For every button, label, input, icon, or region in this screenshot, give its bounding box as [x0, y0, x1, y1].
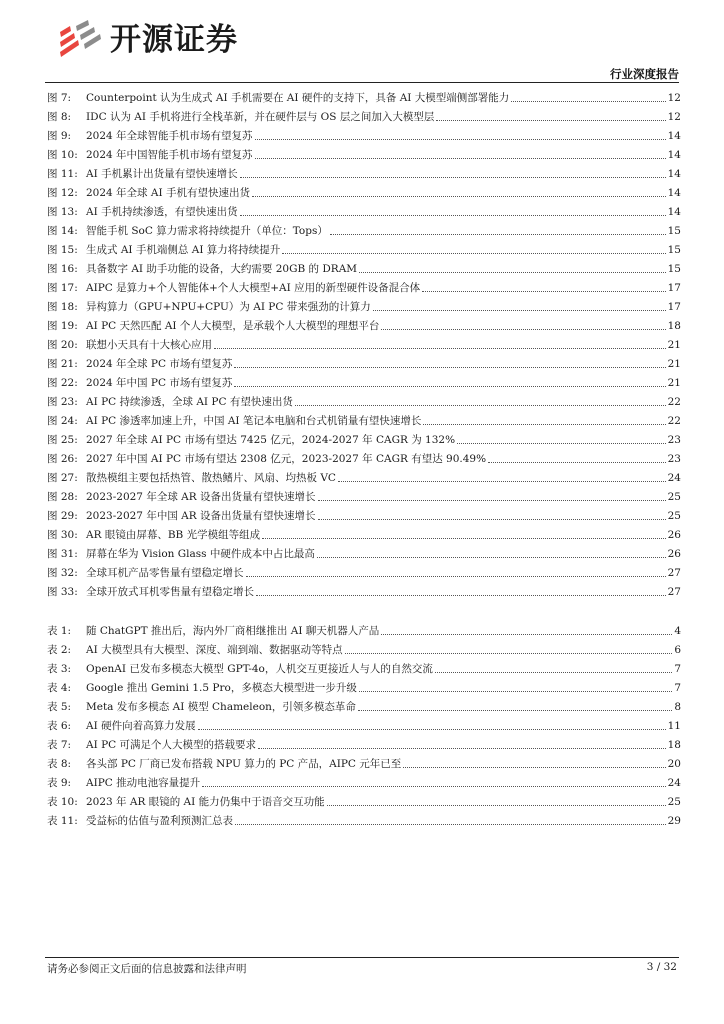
toc-entry[interactable]	[47, 105, 681, 124]
toc-entry-title: AI PC 渗透率加速上升，中国 AI 笔记本电脑和台式机销量有望快速增长	[86, 415, 422, 427]
leader-dots	[381, 329, 665, 330]
leader-dots	[262, 538, 666, 539]
toc-entry-title: AI 硬件向着高算力发展	[86, 720, 196, 732]
toc-entry-label: 图 30:	[47, 529, 78, 541]
table-list	[47, 619, 681, 828]
toc-entry[interactable]	[47, 523, 681, 542]
toc-entry-label: 表 4:	[47, 682, 72, 694]
toc-entry-page: 25	[667, 491, 681, 503]
toc-entry-page: 8	[674, 701, 681, 713]
toc-entry-label: 图 16:	[47, 263, 78, 275]
toc-entry[interactable]	[47, 790, 681, 809]
toc-entry-page: 27	[667, 567, 681, 579]
toc-entry-title: AIPC 是算力+个人智能体+个人大模型+AI 应用的新型硬件设备混合体	[86, 282, 421, 294]
leader-dots	[214, 348, 666, 349]
toc-entry-page: 4	[674, 625, 681, 637]
toc-entry-label: 图 14:	[47, 225, 78, 237]
leader-dots	[423, 424, 665, 425]
toc-entry-label: 图 21:	[47, 358, 78, 370]
toc-entry-page: 14	[667, 187, 681, 199]
toc-entry-page: 14	[667, 168, 681, 180]
toc-entry-title: 屏幕在华为 Vision Glass 中硬件成本中占比最高	[86, 548, 315, 560]
toc-entry[interactable]	[47, 733, 681, 752]
toc-entry-title: 2024 年中国 PC 市场有望复苏	[86, 377, 233, 389]
toc-entry[interactable]	[47, 447, 681, 466]
leader-dots	[345, 653, 673, 654]
toc-entry[interactable]	[47, 561, 681, 580]
toc-entry-title: 2027 年全球 AI PC 市场有望达 7425 亿元，2024-2027 年 CAGR 为 132%	[86, 434, 456, 446]
toc-entry-page: 12	[667, 92, 681, 104]
toc-entry[interactable]	[47, 542, 681, 561]
toc-entry[interactable]	[47, 219, 681, 238]
toc-entry-label: 表 10:	[47, 796, 78, 808]
toc-entry-label: 表 2:	[47, 644, 72, 656]
toc-entry-title: AR 眼镜由屏幕、BB 光学模组等组成	[86, 529, 261, 541]
toc-entry-label: 表 6:	[47, 720, 72, 732]
leader-dots	[240, 215, 666, 216]
toc-entry-title: AI PC 可满足个人大模型的搭载要求	[86, 739, 257, 751]
toc-entry[interactable]	[47, 676, 681, 695]
toc-entry-title: Meta 发布多模态 AI 模型 Chameleon，引领多模态革命	[86, 701, 356, 713]
toc-entry-title: Google 推出 Gemini 1.5 Pro，多模态大模型进一步升级	[86, 682, 357, 694]
toc-entry-label: 图 23:	[47, 396, 78, 408]
report-type-label: 行业深度报告	[610, 67, 679, 81]
leader-dots	[488, 462, 666, 463]
toc-entry[interactable]	[47, 771, 681, 790]
toc-entry-page: 15	[667, 263, 681, 275]
leader-dots	[422, 291, 665, 292]
toc-entry-title: AIPC 推动电池容量提升	[86, 777, 201, 789]
brand-logo-icon	[58, 20, 102, 60]
toc-entry[interactable]	[47, 714, 681, 733]
toc-entry[interactable]	[47, 162, 681, 181]
toc-entry[interactable]	[47, 86, 681, 105]
toc-entry-label: 图 24:	[47, 415, 78, 427]
toc-entry-title: 全球耳机产品零售量有望稳定增长	[86, 567, 244, 579]
leader-dots	[198, 729, 666, 730]
toc-entry-page: 12	[667, 111, 681, 123]
footer-divider	[45, 957, 679, 958]
toc-entry-label: 表 7:	[47, 739, 72, 751]
toc-entry[interactable]	[47, 752, 681, 771]
toc-entry[interactable]	[47, 657, 681, 676]
toc-entry-page: 20	[667, 758, 681, 770]
toc-entry-label: 图 31:	[47, 548, 78, 560]
toc-entry-title: 2027 年中国 AI PC 市场有望达 2308 亿元，2023-2027 年 CAGR 有望达 90.49%	[86, 453, 487, 465]
toc-entry-label: 表 11:	[47, 815, 78, 827]
toc-entry-title: 全球开放式耳机零售量有望稳定增长	[86, 586, 254, 598]
toc-entry[interactable]	[47, 143, 681, 162]
leader-dots	[255, 158, 666, 159]
leader-dots	[317, 557, 666, 558]
toc-entry[interactable]	[47, 428, 681, 447]
leader-dots	[318, 519, 666, 520]
leader-dots	[403, 767, 665, 768]
toc-entry[interactable]	[47, 409, 681, 428]
leader-dots	[358, 710, 672, 711]
toc-entry-title: 联想小天具有十大核心应用	[86, 339, 212, 351]
toc-entry-title: 2024 年全球 AI 手机有望快速出货	[86, 187, 250, 199]
toc-entry-title: 异构算力（GPU+NPU+CPU）为 AI PC 带来强劲的计算力	[86, 301, 371, 313]
leader-dots	[234, 367, 665, 368]
toc-entry-page: 11	[667, 720, 681, 732]
toc-entry-title: 各头部 PC 厂商已发布搭载 NPU 算力的 PC 产品，AIPC 元年已至	[86, 758, 402, 770]
toc-entry-page: 23	[667, 434, 681, 446]
toc-entry-label: 图 15:	[47, 244, 78, 256]
leader-dots	[338, 481, 666, 482]
toc-entry-page: 25	[667, 510, 681, 522]
toc-entry-label: 表 3:	[47, 663, 72, 675]
toc-entry-page: 24	[667, 777, 681, 789]
toc-entry-title: AI PC 天然匹配 AI 个人大模型，是承载个人大模型的理想平台	[86, 320, 380, 332]
toc-entry-page: 15	[667, 244, 681, 256]
brand-name: 开源证券	[110, 22, 238, 58]
toc-entry-page: 17	[667, 282, 681, 294]
toc-entry-label: 图 33:	[47, 586, 78, 598]
leader-dots	[330, 234, 666, 235]
toc-entry-page: 22	[667, 396, 681, 408]
toc-entry-page: 17	[667, 301, 681, 313]
toc-entry[interactable]	[47, 390, 681, 409]
toc-entry-title: AI 手机累计出货量有望快速增长	[86, 168, 238, 180]
leader-dots	[511, 101, 665, 102]
toc-entry-title: 2024 年全球智能手机市场有望复苏	[86, 130, 253, 142]
toc-entry-label: 表 1:	[47, 625, 72, 637]
toc-entry-label: 图 32:	[47, 567, 78, 579]
leader-dots	[252, 196, 666, 197]
leader-dots	[327, 805, 666, 806]
toc-entry-label: 图 17:	[47, 282, 78, 294]
toc-entry-page: 24	[667, 472, 681, 484]
toc-entry[interactable]	[47, 200, 681, 219]
toc-entry-page: 26	[667, 529, 681, 541]
toc-entry-page: 15	[667, 225, 681, 237]
leader-dots	[202, 786, 665, 787]
toc-entry-title: AI PC 持续渗透，全球 AI PC 有望快速出货	[86, 396, 293, 408]
toc-entry-page: 14	[667, 206, 681, 218]
leader-dots	[234, 386, 665, 387]
toc-entry-page: 14	[667, 149, 681, 161]
leader-dots	[282, 253, 665, 254]
toc-entry[interactable]	[47, 638, 681, 657]
toc-entry-page: 27	[667, 586, 681, 598]
toc-entry-label: 图 28:	[47, 491, 78, 503]
toc-entry-label: 图 12:	[47, 187, 78, 199]
toc-entry[interactable]	[47, 485, 681, 504]
toc-entry-label: 图 18:	[47, 301, 78, 313]
toc-entry-page: 23	[667, 453, 681, 465]
toc-entry-page: 29	[667, 815, 681, 827]
toc-entry-page: 25	[667, 796, 681, 808]
toc-entry-title: 2023-2027 年中国 AR 设备出货量有望快速增长	[86, 510, 316, 522]
toc-entry-page: 21	[667, 377, 681, 389]
leader-dots	[235, 824, 666, 825]
toc-entry-label: 图 22:	[47, 377, 78, 389]
toc-entry-title: OpenAI 已发布多模态大模型 GPT-4o，人机交互更接近人与人的自然交流	[86, 663, 433, 675]
leader-dots	[359, 691, 672, 692]
toc-entry-title: 智能手机 SoC 算力需求将持续提升（单位：Tops）	[86, 225, 328, 237]
toc-entry-title: Counterpoint 认为生成式 AI 手机需要在 AI 硬件的支持下，具备 AI 大模型端侧部署能力	[86, 92, 510, 104]
toc-entry-label: 图 11:	[47, 168, 78, 180]
toc-entry-page: 7	[674, 682, 681, 694]
toc-entry[interactable]	[47, 504, 681, 523]
toc-entry-page: 18	[667, 739, 681, 751]
toc-entry[interactable]	[47, 257, 681, 276]
toc-entry-label: 图 27:	[47, 472, 78, 484]
toc-entry[interactable]	[47, 809, 681, 828]
page-number: 3 / 32	[646, 961, 677, 973]
toc-entry-title: 2024 年中国智能手机市场有望复苏	[86, 149, 253, 161]
toc-entry-label: 表 8:	[47, 758, 72, 770]
toc-entry-page: 22	[667, 415, 681, 427]
toc-entry[interactable]	[47, 295, 681, 314]
footer-disclaimer: 请务必参阅正文后面的信息披露和法律声明	[47, 963, 247, 975]
toc-entry-label: 图 29:	[47, 510, 78, 522]
toc-entry-label: 图 8:	[47, 111, 72, 123]
toc-entry-label: 图 20:	[47, 339, 78, 351]
toc-entry-label: 图 9:	[47, 130, 72, 142]
toc-entry-title: 2023 年 AR 眼镜的 AI 能力仍集中于语音交互功能	[86, 796, 325, 808]
toc-entry[interactable]	[47, 314, 681, 333]
figure-list	[47, 86, 681, 599]
leader-dots	[435, 672, 672, 673]
toc-entry[interactable]	[47, 181, 681, 200]
leader-dots	[318, 500, 666, 501]
toc-entry-label: 表 9:	[47, 777, 72, 789]
toc-entry-page: 6	[674, 644, 681, 656]
leader-dots	[255, 139, 666, 140]
toc-entry[interactable]	[47, 352, 681, 371]
leader-dots	[295, 405, 666, 406]
toc-entry-page: 7	[674, 663, 681, 675]
leader-dots	[240, 177, 666, 178]
leader-dots	[258, 748, 666, 749]
toc-entry-page: 26	[667, 548, 681, 560]
toc-entry-title: AI 大模型具有大模型、深度、端到端、数据驱动等特点	[86, 644, 343, 656]
toc-entry[interactable]	[47, 466, 681, 485]
toc-entry-label: 图 10:	[47, 149, 78, 161]
brand-logo	[58, 20, 238, 60]
toc-entry-title: 2024 年全球 PC 市场有望复苏	[86, 358, 233, 370]
toc-entry-title: AI 手机持续渗透，有望快速出货	[86, 206, 238, 218]
toc-entry-title: 散热模组主要包括热管、散热鳍片、风扇、均热板 VC	[86, 472, 336, 484]
leader-dots	[373, 310, 666, 311]
toc-entry-title: 随 ChatGPT 推出后，海内外厂商相继推出 AI 聊天机器人产品	[86, 625, 380, 637]
toc-entry-label: 图 7:	[47, 92, 72, 104]
toc-entry-title: IDC 认为 AI 手机将进行全栈革新，并在硬件层与 OS 层之间加入大模型层	[86, 111, 435, 123]
toc-entry-label: 表 5:	[47, 701, 72, 713]
leader-dots	[246, 576, 666, 577]
toc-entry[interactable]	[47, 276, 681, 295]
header-divider	[45, 82, 679, 83]
toc-entry-page: 21	[667, 339, 681, 351]
toc-entry[interactable]	[47, 695, 681, 714]
toc-entry[interactable]	[47, 580, 681, 599]
toc-entry[interactable]	[47, 619, 681, 638]
toc-entry-title: 2023-2027 年全球 AR 设备出货量有望快速增长	[86, 491, 316, 503]
leader-dots	[436, 120, 665, 121]
toc-entry-label: 图 25:	[47, 434, 78, 446]
leader-dots	[359, 272, 666, 273]
toc-entry-title: 生成式 AI 手机端侧总 AI 算力将持续提升	[86, 244, 281, 256]
toc-entry-title: 具备数字 AI 助手功能的设备，大约需要 20GB 的 DRAM	[86, 263, 358, 275]
toc-entry-label: 图 26:	[47, 453, 78, 465]
toc-entry[interactable]	[47, 238, 681, 257]
toc-entry-page: 21	[667, 358, 681, 370]
toc-entry-page: 18	[667, 320, 681, 332]
toc-entry[interactable]	[47, 371, 681, 390]
toc-entry-label: 图 19:	[47, 320, 78, 332]
toc-entry[interactable]	[47, 124, 681, 143]
toc-entry-page: 14	[667, 130, 681, 142]
leader-dots	[381, 634, 672, 635]
leader-dots	[457, 443, 666, 444]
toc-entry[interactable]	[47, 333, 681, 352]
leader-dots	[256, 595, 666, 596]
toc-entry-label: 图 13:	[47, 206, 78, 218]
toc-entry-title: 受益标的估值与盈利预测汇总表	[86, 815, 233, 827]
